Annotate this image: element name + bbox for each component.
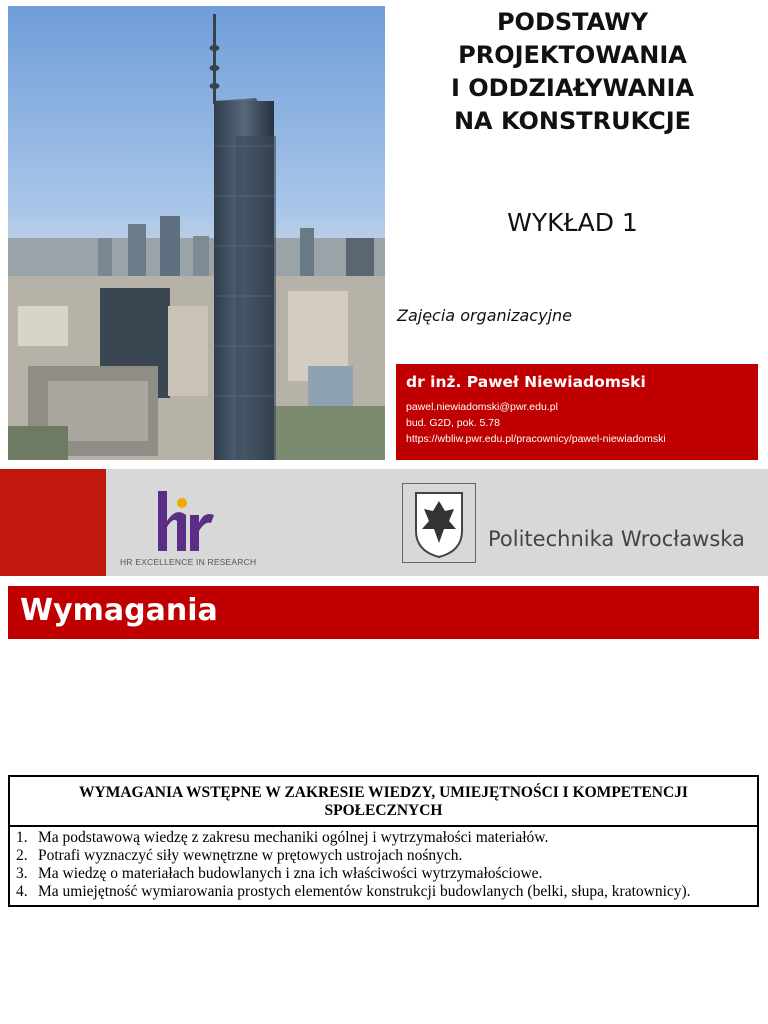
author-box — [396, 364, 758, 460]
hr-excellence-logo — [118, 479, 248, 569]
title-line: PODSTAWY — [496, 8, 649, 36]
skyscraper-photo — [8, 6, 385, 460]
requirements-table — [8, 775, 759, 907]
list-item — [16, 847, 751, 865]
presentation-title — [395, 6, 750, 138]
lecture-number: WYKŁAD 1 — [507, 208, 638, 237]
slide-heading-bar — [8, 586, 759, 639]
hr-excellence-caption: HR EXCELLENCE IN RESEARCH — [120, 557, 257, 567]
title-line: I ODDZIAŁYWANIA — [450, 74, 695, 102]
red-accent-block — [0, 469, 106, 576]
subtitle: Zajęcia organizacyjne — [397, 306, 572, 325]
logo-footer — [0, 469, 768, 576]
university-name: Politechnika Wrocławska — [488, 527, 745, 551]
item-number: 1. — [16, 829, 28, 846]
item-number: 3. — [16, 865, 28, 882]
title-line: PROJEKTOWANIA — [458, 41, 687, 69]
item-text: Potrafi wyznaczyć siły wewnętrzne w prętowych ustrojach nośnych. — [38, 847, 463, 864]
item-text: Ma umiejętność wymiarowania prostych elementów konstrukcji budowlanych (belki, słupa, kratownicy). — [38, 883, 691, 900]
slide-heading: Wymagania — [20, 593, 218, 628]
item-number: 4. — [16, 883, 28, 900]
item-number: 2. — [16, 847, 28, 864]
requirements-slide — [0, 582, 768, 1024]
list-item — [16, 829, 751, 847]
item-text: Ma wiedzę o materiałach budowlanych i zna ich właściwości wytrzymałościowe. — [38, 865, 543, 882]
author-email: pawel.niewiadomski@pwr.edu.pl — [406, 401, 558, 413]
list-item — [16, 865, 751, 883]
list-item — [16, 883, 751, 901]
author-url: https://wbliw.pwr.edu.pl/pracownicy/pawel-niewiadomski — [406, 433, 666, 445]
eagle-crest-icon — [402, 483, 476, 563]
requirements-list — [10, 827, 757, 905]
item-text: Ma podstawową wiedzę z zakresu mechaniki ogólnej i wytrzymałości materiałów. — [38, 829, 549, 846]
author-office: bud. G2D, pok. 5.78 — [406, 417, 500, 429]
table-header: WYMAGANIA WSTĘPNE W ZAKRESIE WIEDZY, UMIEJĘTNOŚCI I KOMPETENCJI SPOŁECZNYCH — [10, 777, 757, 827]
title-line: NA KONSTRUKCJE — [453, 107, 692, 135]
author-name: dr inż. Paweł Niewiadomski — [406, 373, 646, 391]
